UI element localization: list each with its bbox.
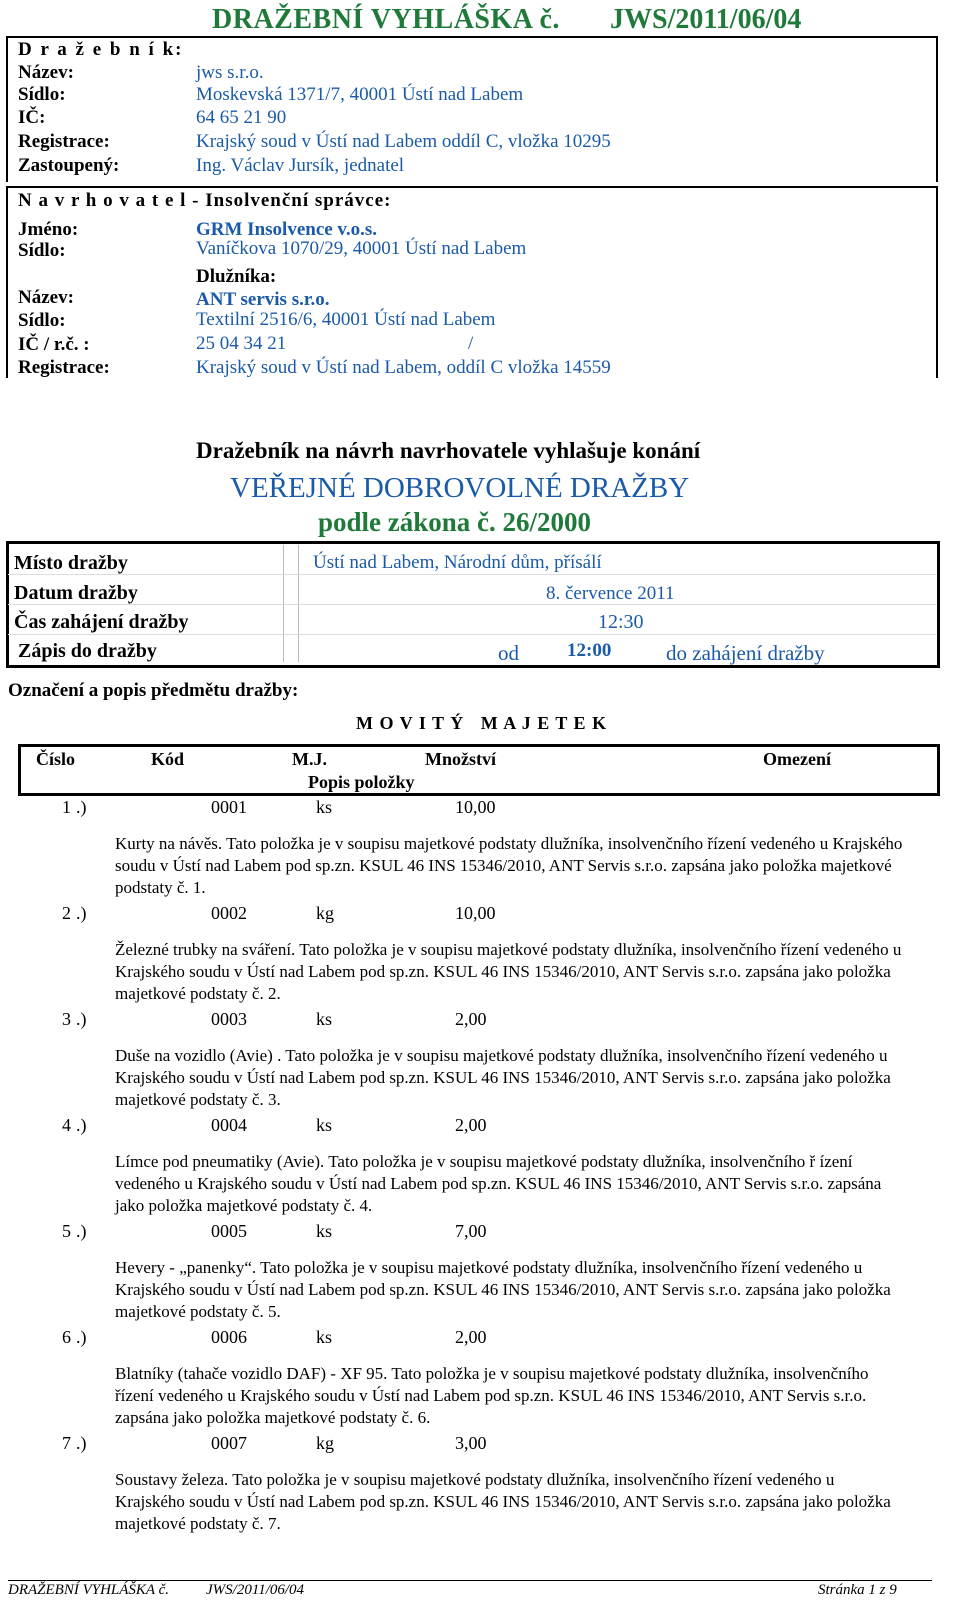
auction-date-label: Datum dražby (14, 582, 138, 604)
footer-title: DRAŽEBNÍ VYHLÁŠKA č. (8, 1582, 169, 1598)
item-unit: ks (316, 1327, 333, 1347)
auctioneer-row-value: Moskevská 1371/7, 40001 Ústí nad Labem (196, 84, 524, 105)
item-number-suffix: .) (76, 1327, 87, 1347)
item-code: 0002 (211, 903, 247, 923)
item-description: Soustavy železa. Tato položka je v soupisu majetkové podstaty dlužníka, insolvenčního řízení vedeného u Krajského soudu v Ústí nad Labem pod sp.zn. KSUL 46 INS 15346/2010, ANT Servis s.r.o. zapsána jako položka majetkové podstaty č. 7. (115, 1470, 891, 1533)
auction-place-value: Ústí nad Labem, Národní dům, přísálí (313, 552, 602, 573)
item-number: 1 (62, 797, 71, 817)
item-quantity: 2,00 (455, 1009, 487, 1029)
proposer-name-value: GRM Insolvence v.o.s. (196, 219, 378, 240)
item-number-suffix: .) (76, 1115, 87, 1135)
item-description: Duše na vozidlo (Avie) . Tato položka je v soupisu majetkové podstaty dlužníka, insolvenčního řízení vedeného u Krajského soudu v Ústí nad Labem pod sp.zn. KSUL 46 INS 15346/2010, ANT Servis s.r.o. zapsána jako položka majetkové podstaty č. 3. (115, 1046, 891, 1109)
debtor-ic-slash: / (468, 333, 474, 354)
debtor-registration-label: Registrace: (18, 357, 110, 378)
auction-registration-from: od (498, 641, 519, 665)
subject-heading: M O V I T Ý M A J E T E K (356, 713, 608, 733)
item-code: 0003 (211, 1009, 247, 1029)
auctioneer-row-value: Krajský soud v Ústí nad Labem oddíl C, vložka 10295 (196, 131, 611, 152)
item-code: 0001 (211, 797, 247, 817)
item-description: Železné trubky na sváření. Tato položka je v soupisu majetkové podstaty dlužníka, insolvenčního řízení vedeného u Krajského soudu v Ústí nad Labem pod sp.zn. KSUL 46 INS 15346/2010, ANT Servis s.r.o. zapsána jako položka majetkové podstaty č. 2. (115, 940, 902, 1003)
item-quantity: 10,00 (455, 903, 496, 923)
proposer-heading: N a v r h o v a t e l - Insolvenční správce: (18, 190, 392, 211)
item-number: 5 (62, 1221, 71, 1241)
item-quantity: 2,00 (455, 1327, 487, 1347)
footer-reference: JWS/2011/06/04 (206, 1582, 305, 1598)
column-header-code: Kód (151, 749, 185, 769)
debtor-ic-value: 25 04 34 21 (196, 333, 287, 354)
proposer-seat-value: Vaníčkova 1070/29, 40001 Ústí nad Labem (196, 238, 527, 259)
debtor-heading: Dlužníka: (196, 266, 277, 287)
auctioneer-heading: D r a ž e b n í k: (18, 39, 184, 60)
announcement-title: VEŘEJNÉ DOBROVOLNÉ DRAŽBY (230, 472, 690, 504)
item-quantity: 7,00 (455, 1221, 487, 1241)
auction-registration-label: Zápis do dražby (18, 640, 157, 662)
item-number: 3 (62, 1009, 71, 1029)
item-description: Blatníky (tahače vozidlo DAF) - XF 95. Tato položka je v soupisu majetkové podstaty dlužníka, insolvenčního řízení vedeného u Krajského soudu v Ústí nad Labem pod sp.zn. KSUL 46 INS 15346/2010, ANT Servis s.r.o. zapsána jako položka majetkové podstaty č. 6. (115, 1364, 869, 1427)
proposer-name-label: Jméno: (18, 219, 79, 240)
document-reference: JWS/2011/06/04 (610, 4, 802, 35)
auction-time-value: 12:30 (598, 611, 644, 633)
document-title: DRAŽEBNÍ VYHLÁŠKA č. (212, 4, 560, 35)
debtor-registration-value: Krajský soud v Ústí nad Labem, oddíl C vložka 14559 (196, 357, 611, 378)
announcement-intro: Dražebník na návrh navrhovatele vyhlašuje konání (196, 438, 701, 463)
item-description: Kurty na návěs. Tato položka je v soupisu majetkové podstaty dlužníka, insolvenčního řízení vedeného u Krajského soudu v Ústí nad Labem pod sp.zn. KSUL 46 INS 15346/2010, ANT Servis s.r.o. zapsána jako položka majetkové podstaty č. 1. (115, 834, 903, 897)
column-header-unit: M.J. (292, 749, 327, 769)
column-header-quantity: Množství (425, 749, 496, 769)
footer-rule (8, 1580, 932, 1581)
item-quantity: 3,00 (455, 1433, 487, 1453)
auctioneer-section (6, 36, 938, 182)
item-number-suffix: .) (76, 1433, 87, 1453)
auction-time-label: Čas zahájení dražby (14, 611, 189, 633)
item-description: Hevery - „panenky“. Tato položka je v soupisu majetkové podstaty dlužníka, insolvenčního řízení vedeného u Krajského soudu v Ústí nad Labem pod sp.zn. KSUL 46 INS 15346/2010, ANT Servis s.r.o. zapsána jako položka majetkové podstaty č. 5. (115, 1258, 891, 1321)
auction-place-label: Místo dražby (14, 552, 128, 574)
announcement-law: podle zákona č. 26/2000 (318, 507, 592, 537)
column-header-number: Číslo (36, 749, 76, 769)
item-number-suffix: .) (76, 1221, 87, 1241)
auctioneer-row-value: Ing. Václav Jursík, jednatel (196, 155, 405, 176)
item-unit: ks (316, 1221, 333, 1241)
item-unit: kg (316, 903, 334, 923)
item-number: 4 (62, 1115, 71, 1135)
debtor-seat-label: Sídlo: (18, 310, 66, 331)
column-header-limit: Omezení (763, 749, 831, 769)
item-code: 0004 (211, 1115, 247, 1135)
auctioneer-row-label: Zastoupený: (18, 155, 120, 176)
auctioneer-row-label: Registrace: (18, 131, 110, 152)
item-number: 7 (62, 1433, 71, 1453)
item-unit: kg (316, 1433, 334, 1453)
item-quantity: 2,00 (455, 1115, 487, 1135)
debtor-name-value: ANT servis s.r.o. (196, 289, 330, 310)
auction-registration-time: 12:00 (567, 640, 612, 661)
auctioneer-row-label: IČ: (18, 107, 46, 128)
item-code: 0006 (211, 1327, 247, 1347)
item-quantity: 10,00 (455, 797, 496, 817)
auctioneer-row-label: Název: (18, 62, 74, 83)
column-header-description: Popis položky (308, 772, 415, 792)
auction-date-value: 8. července 2011 (546, 583, 675, 604)
auction-registration-until: do zahájení dražby (666, 641, 825, 665)
debtor-name-label: Název: (18, 287, 74, 308)
item-number-suffix: .) (76, 797, 87, 817)
item-unit: ks (316, 1115, 333, 1135)
item-description: Límce pod pneumatiky (Avie). Tato položka je v soupisu majetkové podstaty dlužníka, insolvenčního ř ízení vedeného u Krajského soudu v Ústí nad Labem pod sp.zn. KSUL 46 INS 15346/2010, ANT Servis s.r.o. zapsána jako položka majetkové podstaty č. 4. (115, 1152, 882, 1215)
debtor-seat-value: Textilní 2516/6, 40001 Ústí nad Labem (196, 309, 496, 330)
auctioneer-row-label: Sídlo: (18, 84, 66, 105)
debtor-ic-label: IČ / r.č. : (18, 334, 90, 355)
item-code: 0005 (211, 1221, 247, 1241)
item-number: 6 (62, 1327, 71, 1347)
footer-page-number: Stránka 1 z 9 (818, 1582, 897, 1598)
item-unit: ks (316, 797, 333, 817)
item-number-suffix: .) (76, 903, 87, 923)
auctioneer-row-value: 64 65 21 90 (196, 107, 287, 128)
item-unit: ks (316, 1009, 333, 1029)
auctioneer-row-value: jws s.r.o. (196, 62, 264, 83)
item-number-suffix: .) (76, 1009, 87, 1029)
item-code: 0007 (211, 1433, 247, 1453)
subject-label: Označení a popis předmětu dražby: (8, 680, 299, 701)
item-number: 2 (62, 903, 71, 923)
proposer-seat-label: Sídlo: (18, 240, 66, 261)
